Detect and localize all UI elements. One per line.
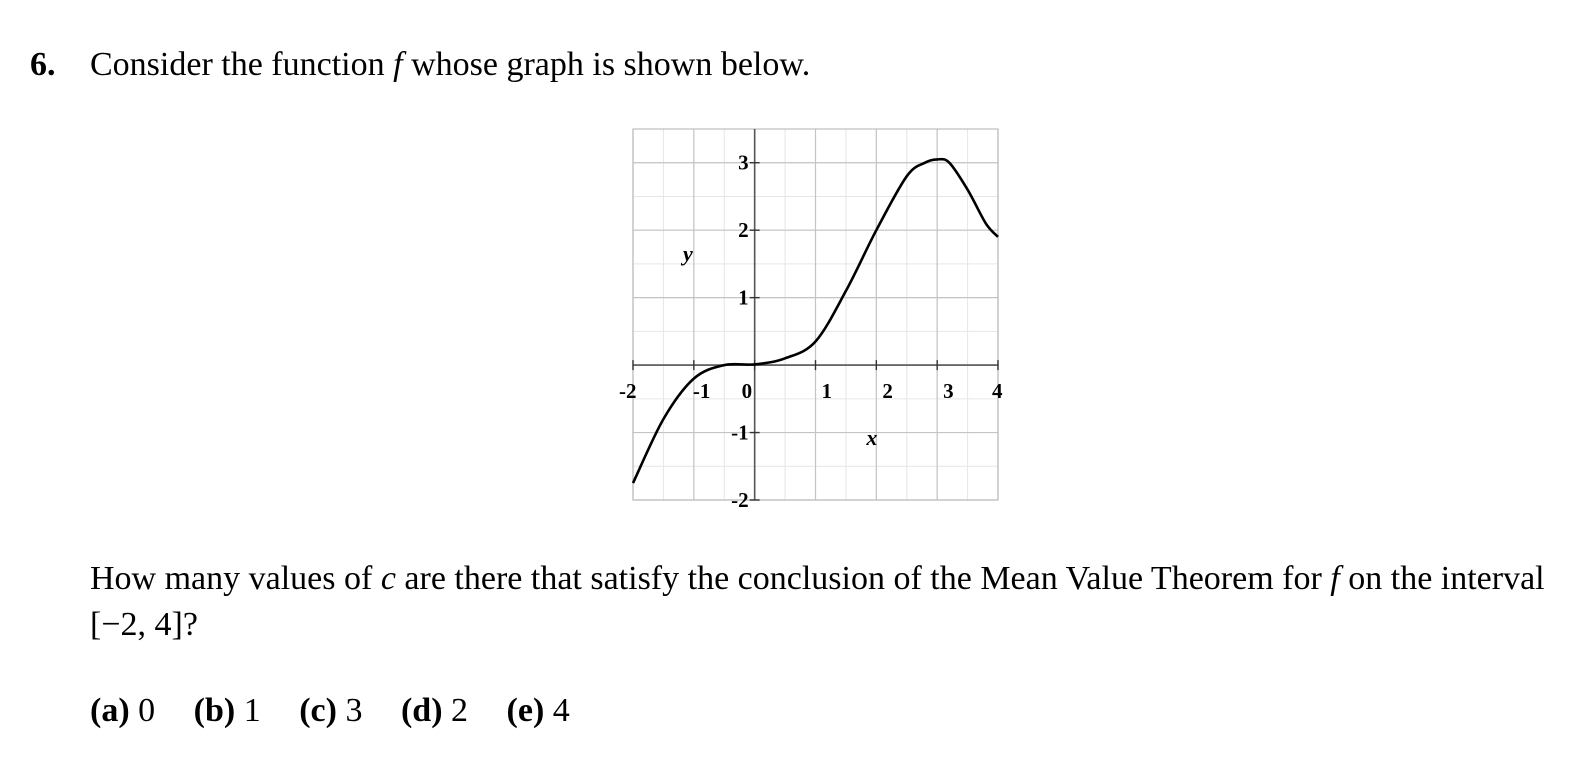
problem-text-before: Consider the function [90, 46, 394, 83]
y-tick-label: 1 [738, 285, 749, 310]
question-part2: are there that satisfy the conclusion of the Mean Value Theorem for [395, 560, 1331, 597]
y-tick-label: 2 [738, 218, 749, 243]
x-tick-label: -1 [692, 379, 711, 404]
x-tick-label: 4 [992, 379, 1003, 404]
x-tick-label: 2 [882, 379, 893, 404]
choice-value: 3 [345, 692, 363, 729]
x-axis-label: x [866, 425, 878, 451]
y-axis-label: y [683, 241, 693, 266]
y-tick-label: -1 [731, 420, 749, 445]
x-tick-label: 1 [821, 379, 832, 404]
choice-letter: (c) [299, 692, 337, 729]
question-part3: on the interval [−2, 4]? [90, 560, 1545, 643]
major-grid [633, 129, 998, 500]
choice-c[interactable] [299, 692, 362, 730]
x-tick-label: 3 [943, 379, 954, 404]
choice-letter: (e) [506, 692, 545, 729]
choice-e[interactable] [507, 692, 570, 730]
function-graph [600, 120, 1030, 520]
problem-statement [30, 46, 810, 84]
problem-text-after: whose graph is shown below. [402, 46, 811, 83]
x-tick-label: -2 [619, 379, 637, 404]
choice-value: 0 [138, 692, 156, 729]
answer-choices [90, 692, 600, 730]
choice-value: 4 [552, 692, 570, 729]
function-symbol: f [393, 46, 403, 83]
choice-letter: (b) [193, 692, 236, 729]
choice-d[interactable] [401, 692, 468, 730]
question-function-symbol: f [1330, 560, 1340, 597]
choice-letter: (a) [90, 692, 130, 729]
y-tick-label: -2 [731, 488, 749, 512]
choice-b[interactable] [194, 692, 261, 730]
choice-a[interactable] [90, 692, 155, 730]
choice-letter: (d) [400, 692, 443, 729]
choice-value: 2 [451, 692, 469, 729]
y-tick-label: 3 [738, 150, 749, 175]
problem-number: 6. [30, 46, 56, 83]
question-text [90, 556, 1550, 648]
question-part1: How many values of [90, 560, 381, 597]
choice-value: 1 [243, 692, 261, 729]
variable-c: c [380, 560, 396, 597]
x-tick-label: 0 [741, 379, 753, 404]
